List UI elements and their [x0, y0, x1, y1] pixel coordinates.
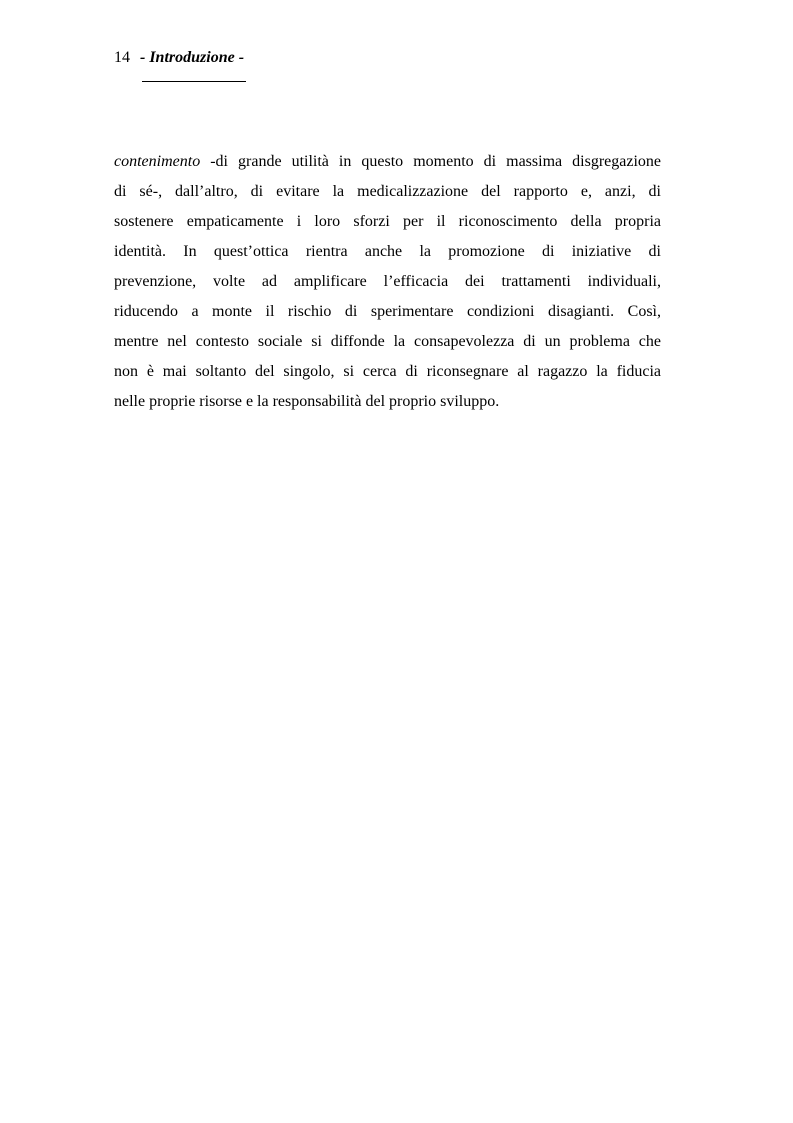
body-paragraph [114, 147, 661, 417]
paragraph-line: riducendo a monte il rischio di sperimentare condizioni disagianti. Così, [114, 303, 661, 320]
paragraph-line: sostenere empaticamente i loro sforzi per il riconoscimento della propria [114, 213, 661, 230]
emphasized-term: contenimento [114, 153, 201, 170]
paragraph-line: mentre nel contesto sociale si diffonde la consapevolezza di un problema che [114, 333, 661, 350]
running-header [114, 48, 244, 68]
paragraph-line [114, 147, 661, 177]
section-title: - Introduzione - [140, 49, 245, 66]
paragraph-line: nelle proprie risorse e la responsabilità del proprio sviluppo. [114, 393, 500, 410]
paragraph-line: di sé-, dall’altro, di evitare la medicalizzazione del rapporto e, anzi, di [114, 183, 661, 200]
paragraph-line: non è mai soltanto del singolo, si cerca di riconsegnare al ragazzo la fiducia [114, 363, 661, 380]
paragraph-line: prevenzione, volte ad amplificare l’efficacia dei trattamenti individuali, [114, 273, 661, 290]
paragraph-line: identità. In quest’ottica rientra anche la promozione di iniziative di [114, 243, 661, 260]
line-text: -di grande utilità in questo momento di massima disgregazione [200, 153, 661, 170]
page-number: 14 [114, 49, 130, 66]
header-underline [142, 81, 246, 82]
